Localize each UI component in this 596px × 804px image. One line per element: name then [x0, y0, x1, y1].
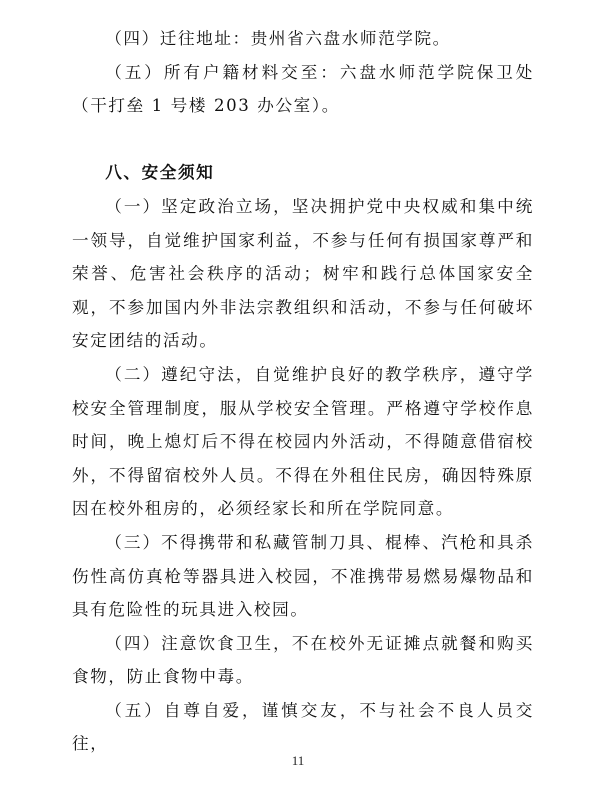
document-body	[72, 22, 534, 761]
safety-item-3: （三）不得携带和私藏管制刀具、棍棒、汽枪和具杀伤性高仿真枪等器具进入校园，不准携带易燃易爆物品和具有危险性的玩具进入校园。	[72, 532, 534, 620]
safety-item-1: （一）坚定政治立场，坚决拥护党中央权威和集中统一领导，自觉维护国家利益，不参与任何有损国家尊严和荣誉、危害社会秩序的活动；树牢和践行总体国家安全观，不参加国内外非法宗教组织和活动，不参与任何破坏安定团结的活动。	[72, 196, 534, 351]
household-materials-item: （五）所有户籍材料交至：六盘水师范学院保卫处（干打垒 1 号楼 203 办公室）。	[72, 62, 534, 116]
safety-item-5: （五）自尊自爱，谨慎交友，不与社会不良人员交往，	[72, 700, 534, 754]
blank-line	[72, 123, 534, 157]
safety-item-4: （四）注意饮食卫生，不在校外无证摊点就餐和购买食物，防止食物中毒。	[72, 633, 534, 687]
page-number: 11	[291, 753, 305, 768]
safety-item-2: （二）遵纪守法，自觉维护良好的教学秩序，遵守学校安全管理制度，服从学校安全管理。严格遵守学校作息时间，晚上熄灯后不得在校园内外活动，不得随意借宿校外，不得留宿校外人员。不得在外租住民房，确因特殊原因在校外租房的，必须经家长和所在学院同意。	[72, 364, 534, 519]
relocation-address-item: （四）迁往地址：贵州省六盘水师范学院。	[105, 29, 451, 48]
section-heading-safety: 八、安全须知	[105, 163, 215, 183]
